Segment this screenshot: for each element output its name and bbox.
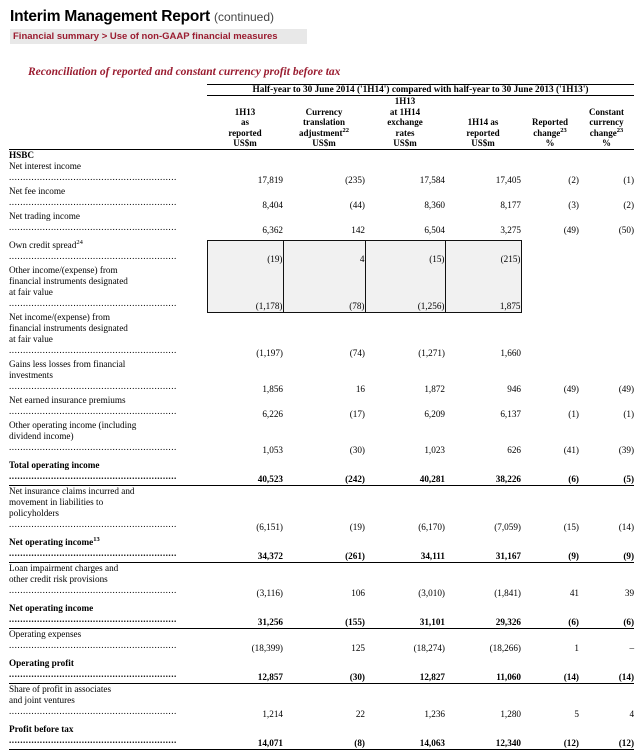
cell-c2: (19) [349,522,365,532]
cell-c5 [521,265,579,276]
cell-c4: 8,177 [500,199,521,210]
cell-c3: (1,256) [365,287,445,312]
column-header-2: Currency translation adjustment$^{22}$ US$m [298,106,349,148]
row-label: Net insurance claims incurred and [9,486,135,496]
table-row [9,486,634,498]
row-label: at fair value............................................................ [9,287,177,308]
leader-dots: ............................................................ [9,640,177,650]
cell-c1: 1,053 [262,445,283,455]
cell-c6 [579,486,634,498]
cell-c5: 41 [569,588,579,598]
cell-c5 [521,563,579,575]
cell-c6 [579,359,634,370]
row-label: Net income/(expense) from [9,312,111,322]
leader-dots: ............................................................ [9,406,177,416]
cell-c3 [365,312,445,323]
cell-c6 [579,276,634,287]
leader-dots: ............................................................ [9,251,177,261]
cell-c2: 142 [351,224,365,235]
cell-c1 [207,420,283,431]
column-header-5: Reported change$^{23}$ % [532,117,568,148]
table-banner: Half-year to 30 June 2014 ('1H14') compared with half-year to 30 June 2013 ('1H13') [207,85,634,96]
leader-dots: ............................................................ [9,471,177,481]
cell-c1 [207,563,283,575]
cell-c2: (8) [354,738,365,748]
cell-c3: 1,236 [424,709,445,719]
cell-c1: 34,372 [257,551,283,561]
cell-c3 [365,563,445,575]
row-label: Net operating income............................................................ [9,603,177,624]
row-label: investments............................................................ [9,370,177,391]
leader-dots: ............................................................ [9,669,177,679]
cell-c2: (74) [349,348,365,358]
cell-c6 [579,265,634,276]
row-label: Net fee income............................................................ [9,185,177,207]
cell-c4: 11,060 [496,672,521,682]
row-label: at fair value............................................................ [9,334,177,355]
column-header-1: 1H13 as reported US$m [228,106,262,148]
cell-c4 [445,265,521,276]
leader-dots: ............................................................ [9,298,177,308]
cell-c3 [365,276,445,287]
row-label: Other income/(expense) from [9,265,118,275]
row-label: movement in liabilities to [9,497,104,507]
cell-c1: 31,256 [257,617,283,627]
cell-c4 [445,486,521,498]
column-header-6: Constant currency change$^{23}$ % [589,106,625,148]
cell-c5 [521,684,579,696]
cell-c5: (15) [563,522,579,532]
leader-dots: ............................................................ [9,735,177,745]
cell-c3: (1,271) [418,348,445,358]
cell-c3: 6,504 [424,224,445,235]
row-label: and joint ventures............................................................ [9,695,177,716]
cell-c3: 40,281 [419,474,445,484]
row-label: Net operating income$^{13}$............................................................ [9,535,177,558]
row-label: Total operating income............................................................ [9,460,177,481]
cell-c2: 4 [283,240,365,265]
cell-c4: (18,266) [489,643,521,653]
cell-c6 [579,287,634,312]
cell-c5: (41) [563,445,579,455]
cell-c3: 1,872 [424,384,445,394]
cell-c4 [445,276,521,287]
cell-c6: (6) [623,617,635,627]
table-row [9,287,634,312]
table-row [9,460,634,485]
cell-c6 [579,334,634,359]
cell-c1 [207,265,283,276]
leader-dots: ............................................................ [9,221,177,232]
table-row [9,334,634,359]
table-row [9,276,634,287]
row-rule [9,749,634,750]
cell-c2: (242) [345,474,365,484]
cell-c1 [207,684,283,696]
cell-c5 [521,334,579,359]
cell-c4 [445,420,521,431]
cell-c1: 8,404 [262,199,283,210]
cell-c3 [365,497,445,508]
table-row [9,684,634,696]
cell-c4: 38,226 [495,474,521,484]
table-row [9,395,634,420]
cell-c6: (1) [623,409,635,419]
row-label: Other operating income (including [9,420,137,430]
row-label: financial instruments designated [9,323,128,333]
row-label: Own credit spread$^{24}$............................................................ [9,238,177,261]
cell-c5 [521,359,579,370]
leader-dots: ............................................................ [9,585,177,595]
cell-c2: (235) [345,174,365,185]
cell-c6: (50) [618,224,635,235]
cell-c1 [207,312,283,323]
cell-c1: (18,399) [251,643,283,653]
table-row [9,658,634,683]
cell-c1: 14,071 [257,738,283,748]
cell-c6: (49) [618,384,635,394]
cell-c3: (6,170) [418,522,445,532]
cell-c2 [283,359,365,370]
cell-c1: 1,214 [262,709,283,719]
cell-c4: 12,340 [495,738,521,748]
cell-c1: 40,523 [257,474,283,484]
table-row [9,265,634,276]
cell-c3: 6,209 [424,409,445,419]
cell-c5 [521,497,579,508]
cell-c2: (17) [349,409,365,419]
cell-c2: 16 [355,384,365,394]
leader-dots: ............................................................ [9,171,177,182]
cell-c4 [445,563,521,575]
cell-c5: (14) [563,672,579,682]
entity-label: HSBC [9,149,35,160]
cell-c4: (7,059) [494,522,521,532]
cell-c5: (49) [563,224,579,235]
cell-c3 [365,323,445,334]
cell-c2: (30) [349,672,365,682]
table-row [9,508,634,533]
cell-c2 [283,486,365,498]
table-row [9,629,634,655]
cell-c6: 4 [629,709,635,719]
page-title: Interim Management Report [10,8,210,25]
cell-c5 [521,486,579,498]
reconciliation-table [9,84,634,750]
cell-c2 [283,420,365,431]
cell-c3: (3,010) [418,588,445,598]
cell-c6: (12) [618,738,635,748]
table-row [9,563,634,575]
cell-c2 [283,497,365,508]
cell-c4: 626 [507,445,521,455]
leader-dots: ............................................................ [9,345,177,355]
cell-c5: (1) [568,409,579,419]
cell-c5 [521,323,579,334]
cell-c3: 17,584 [419,174,445,185]
cell-c5 [521,276,579,287]
cell-c4 [445,497,521,508]
table-row [9,370,634,395]
cell-c2: (44) [349,199,365,210]
table-row [9,420,634,431]
cell-c2: (78) [283,287,365,312]
leader-dots: ............................................................ [9,548,177,558]
row-label: policyholders............................................................ [9,508,177,529]
cell-c4: 17,405 [495,174,521,185]
table-banner-row [9,85,634,96]
cell-c1: 6,226 [262,409,283,419]
cell-c1: (6,151) [256,522,283,532]
cell-c3: (15) [365,240,445,265]
cell-c3: 14,063 [419,738,445,748]
cell-c6: (14) [618,522,635,532]
entity-row [9,149,634,161]
cell-c4: 6,137 [500,409,521,419]
column-header-4: 1H14 as reported US$m [466,117,500,148]
cell-c4: (215) [445,240,521,265]
cell-c4: 1,280 [500,709,521,719]
cell-c3 [365,684,445,696]
row-label: Net earned insurance premiums............................................................ [9,395,177,416]
row-label: Loan impairment charges and [9,563,119,573]
cell-c2 [283,312,365,323]
table-row [9,312,634,323]
cell-c3 [365,420,445,431]
row-label: dividend income)............................................................ [9,431,177,452]
cell-c2 [283,265,365,276]
cell-c6 [579,240,634,265]
cell-c4: 29,326 [495,617,521,627]
section-title: Reconciliation of reported and constant currency profit before tax [28,66,341,78]
leader-dots: ............................................................ [9,614,177,624]
cell-c5: (9) [568,551,579,561]
cell-c1: (3,116) [256,588,283,598]
cell-c1: (1,178) [207,287,283,312]
cell-c5: 1 [574,643,579,653]
cell-c1 [207,276,283,287]
row-label: Net interest income............................................................ [9,160,177,182]
cell-c4 [445,684,521,696]
cell-c5: (12) [563,738,579,748]
cell-c6: (9) [623,551,635,561]
cell-c6: (2) [623,199,635,210]
cell-c4: 1,660 [500,348,521,358]
cell-c4 [445,323,521,334]
cell-c3: 12,827 [419,672,445,682]
row-label: Gains less losses from financial [9,359,126,369]
table-row [9,497,634,508]
cell-c5 [521,287,579,312]
cell-c2: 106 [351,588,365,598]
table-row [9,603,634,628]
cell-c3 [365,265,445,276]
cell-c1: 17,819 [257,174,283,185]
table-row [9,537,634,562]
cell-c3: 31,101 [419,617,445,627]
table-row [9,161,634,186]
table-row [9,323,634,334]
row-label: Profit before tax............................................................ [9,724,177,745]
cell-c4 [445,359,521,370]
cell-c5: (6) [568,474,579,484]
cell-c5 [521,312,579,323]
cell-c1: 6,362 [262,224,283,235]
cell-c2 [283,323,365,334]
cell-c1 [207,497,283,508]
cell-c2: (155) [345,617,365,627]
cell-c2: 22 [355,709,365,719]
cell-c5: (6) [568,617,579,627]
cell-c1: 1,856 [262,384,283,394]
table-row [9,695,634,720]
cell-c2: (261) [345,551,365,561]
cell-c1: (19) [207,240,283,265]
table-row [9,359,634,370]
cell-c1 [207,486,283,498]
cell-c6: (1) [623,174,635,185]
cell-c2: (30) [349,445,365,455]
cell-c1 [207,359,283,370]
cell-c2: 125 [351,643,365,653]
column-header-3: 1H13 at 1H14 exchange rates US$m [387,96,423,148]
cell-c3 [365,359,445,370]
cell-c3: 1,023 [424,445,445,455]
cell-c5 [521,240,579,265]
cell-c6: – [629,643,635,653]
table-row [9,431,634,456]
cell-c6: 39 [624,588,635,598]
table-header-row [9,96,634,149]
table-row [9,724,634,749]
table-row [9,240,634,265]
row-label: Net trading income............................................................ [9,210,177,232]
row-label: Share of profit in associates [9,684,112,694]
cell-c3: 8,360 [424,199,445,210]
table-row [9,211,634,236]
row-label: Operating expenses............................................................ [9,629,177,650]
leader-dots: ............................................................ [9,519,177,529]
leader-dots: ............................................................ [9,196,177,207]
leader-dots: ............................................................ [9,706,177,716]
cell-c3: 34,111 [420,551,445,561]
cell-c4: (1,841) [494,588,521,598]
cell-c6: (39) [618,445,635,455]
cell-c2 [283,684,365,696]
cell-c4: 946 [507,384,521,394]
cell-c1: 12,857 [257,672,283,682]
cell-c1 [207,323,283,334]
cell-c6 [579,312,634,323]
table-row [9,186,634,211]
cell-c5: (49) [563,384,579,394]
row-label: Operating profit............................................................ [9,658,177,679]
cell-c4: 31,167 [495,551,521,561]
page-header [0,0,640,44]
cell-c6 [579,563,634,575]
cell-c3: (18,274) [413,643,445,653]
leader-dots: ............................................................ [9,442,177,452]
cell-c6 [579,323,634,334]
cell-c4: 1,875 [445,287,521,312]
cell-c5: 5 [574,709,579,719]
cell-c6: (14) [618,672,635,682]
breadcrumb: Financial summary > Use of non-GAAP financial measures [10,29,307,44]
cell-c5: (2) [568,174,579,185]
cell-c6 [579,684,634,696]
cell-c3 [365,486,445,498]
cell-c6: (5) [623,474,635,484]
row-label: financial instruments designated [9,276,128,286]
cell-c4 [445,312,521,323]
cell-c2 [283,276,365,287]
cell-c2 [283,563,365,575]
leader-dots: ............................................................ [9,381,177,391]
cell-c5: (3) [568,199,579,210]
table-row [9,574,634,599]
cell-c5 [521,420,579,431]
cell-c1: (1,197) [256,348,283,358]
page-title-continued: (continued) [213,10,275,24]
cell-c4: 3,275 [500,224,521,235]
cell-c6 [579,420,634,431]
row-label: other credit risk provisions............................................................ [9,574,177,595]
cell-c6 [579,497,634,508]
